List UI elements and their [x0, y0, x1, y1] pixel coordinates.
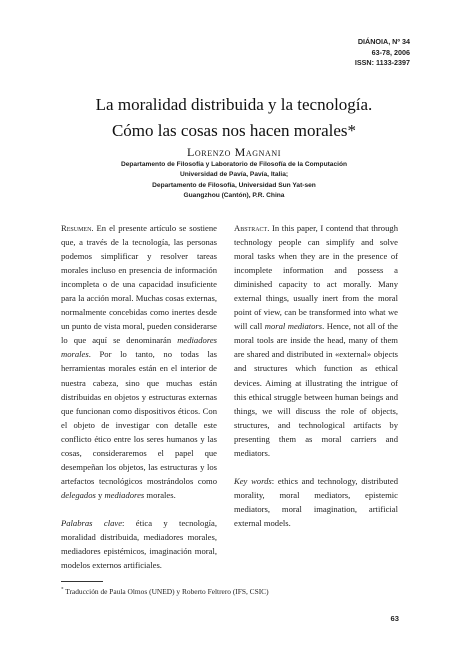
emphasis: mediadores [104, 489, 145, 500]
footnote: * Traducción de Paula Olmos (UNED) y Roberto Feltrero (IFS, CSIC) [61, 587, 269, 596]
author-affiliations [0, 160, 468, 202]
affiliation-line: Universidad de Pavía, Pavía, Italia; [179, 171, 289, 179]
abstract-label: Abstract. [234, 223, 270, 233]
affiliation-line: Guangzhou (Cantón), P.R. China [183, 192, 285, 200]
journal-info [355, 37, 410, 69]
affiliation-line: Departamento de Filosofía, Universidad Sun Yat-sen [152, 181, 316, 189]
journal-pages-year: 63-78, 2006 [371, 47, 410, 57]
article-title [0, 92, 468, 144]
affiliation-line: Departamento de Filosofía y Laboratorio de Filosofía de la Computación [120, 161, 348, 168]
footnote-mark: * [61, 587, 64, 593]
resumen-label: Resumen. [61, 223, 94, 233]
abstract-paragraph: Abstract. In this paper, I contend that through technology people can simplify and solve moral tasks when they are in the presence of incomplete information and possess a diminished capacity to act morally. Many external things, usually inert from the moral point of view, can be transformed into what we will call moral mediators. Hence, not all of the moral tools are inside the head, many of them are shared and distributed in «external» objects and structures which function as ethical devices. Aiming at illustrating the intrigue of this ethical struggle between human beings and things, we will discuss the role of objects, structures, and technological artifacts by presenting them as moral carriers and mediators. [234, 223, 398, 458]
title-line-1: La moralidad distribuida y la tecnología. [95, 95, 373, 114]
keywords-paragraph: Key words: ethics and technology, distributed morality, moral mediators, epistemic mediators, moral imagination, artificial external models. [234, 475, 398, 528]
author-name: Lorenzo Magnani [187, 145, 281, 159]
keywords-label: Key words [234, 475, 272, 486]
journal-name-issue: DIÁNOIA, Nº 34 [357, 37, 410, 46]
title-line-2: Cómo las cosas nos hacen morales* [111, 121, 357, 140]
palabras-clave-label: Palabras clave [61, 517, 123, 528]
journal-issn: ISSN: 1133-2397 [354, 58, 410, 67]
spanish-column [61, 221, 217, 572]
english-column [234, 221, 398, 530]
resumen-paragraph: Resumen. En el presente artículo se sostiene que, a través de la tecnología, las personas podemos simplificar y resolver tareas morales incluso en presencia de información incompleta o de una capacidad insuficiente para la acción moral. Muchas cosas externas, normalmente concebidas como inertes desde un punto de vista moral, pueden considerarse lo que aquí se denominarán mediadores morales. Por lo tanto, no todas las herramientas morales están en el interior de nuestra cabeza, sino que muchas están distribuidas en objetos y estructuras externas que funcionan como dispositivos éticos. Con el objeto de investigar con detalle este conflicto ético entre los seres humanos y las cosas, consideraremos el papel que desempeñan los objetos, las estructuras y los artefactos tecnológicos mostrándolos como delegados y mediadores morales. [61, 223, 217, 500]
emphasis: moral mediators [264, 321, 323, 332]
emphasis: delegados [61, 489, 96, 500]
footnote-divider [61, 581, 103, 582]
page-number: 63 [390, 614, 399, 623]
palabras-clave-paragraph: Palabras clave: ética y tecnología, moralidad distribuida, mediadores morales, mediadores epistémicos, imaginación moral, modelos externos artificiales. [61, 517, 218, 571]
emphasis: mediadores morales [61, 335, 217, 360]
